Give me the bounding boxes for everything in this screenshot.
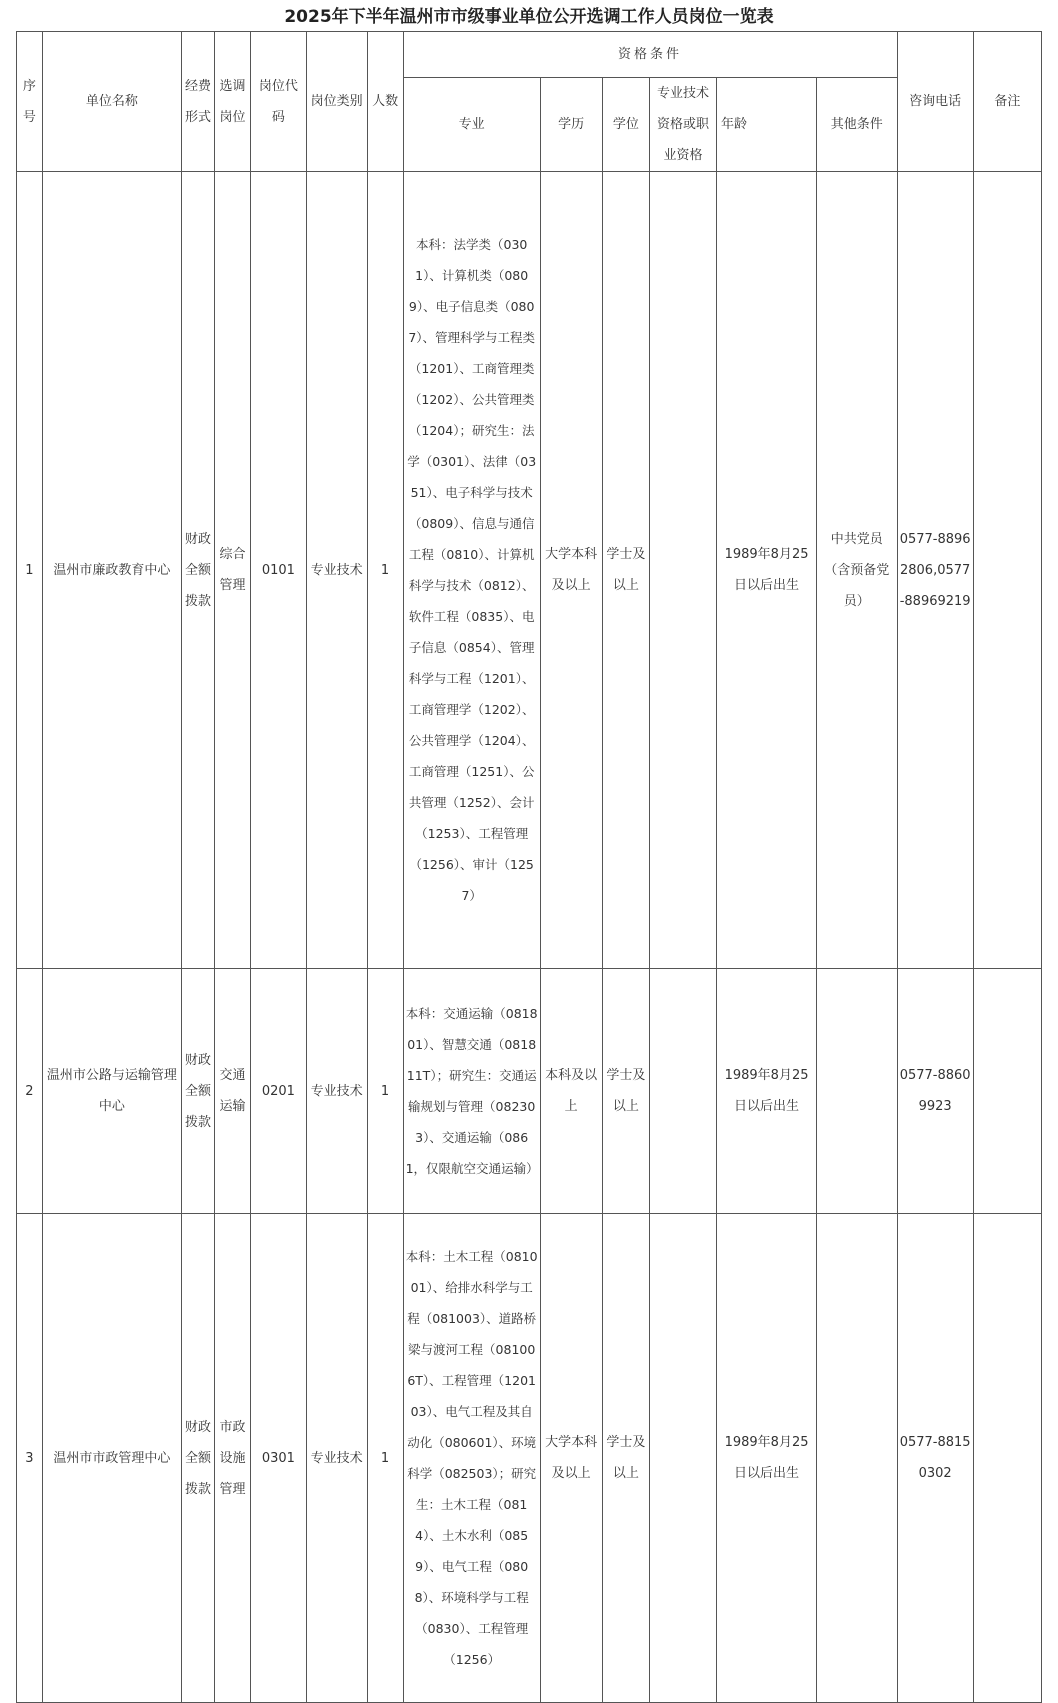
cell-headcount: 1 [367, 172, 403, 969]
page-title: 2025年下半年温州市市级事业单位公开选调工作人员岗位一览表 [284, 7, 774, 27]
cell-position-category: 专业技术 [306, 172, 367, 969]
cell-phone: 0577-88150302 [897, 1214, 973, 1703]
cell-remarks [973, 1214, 1041, 1703]
cell-education: 大学本科及以上 [540, 1214, 602, 1703]
cell-position-category: 专业技术 [306, 1214, 367, 1703]
header-degree: 学位 [602, 78, 649, 172]
cell-position-code: 0301 [251, 1214, 307, 1703]
cell-index: 3 [17, 1214, 43, 1703]
cell-professional-qualification [650, 172, 717, 969]
cell-headcount: 1 [367, 969, 403, 1214]
cell-age: 1989年8月25日以后出生 [717, 969, 817, 1214]
cell-index: 1 [17, 172, 43, 969]
header-unit-name: 单位名称 [42, 32, 181, 172]
header-index: 序号 [17, 32, 43, 172]
table-row [17, 1214, 1042, 1703]
header-professional-qualification: 专业技术资格或职业资格 [650, 78, 717, 172]
cell-major: 本科：交通运输（081801）、智慧交通（081811T）；研究生：交通运输规划与管理（082303）、交通运输（0861，仅限航空交通运输） [403, 969, 540, 1214]
header-phone: 咨询电话 [897, 32, 973, 172]
cell-headcount: 1 [367, 1214, 403, 1703]
header-row-top [17, 32, 1042, 78]
cell-funding-type: 财政全额拨款 [181, 1214, 214, 1703]
cell-position: 交通运输 [214, 969, 250, 1214]
cell-phone: 0577-88609923 [897, 969, 973, 1214]
cell-degree: 学士及以上 [602, 1214, 649, 1703]
cell-degree: 学士及以上 [602, 969, 649, 1214]
cell-other-conditions [817, 1214, 897, 1703]
cell-position: 市政设施管理 [214, 1214, 250, 1703]
cell-major: 本科：土木工程（081001）、给排水科学与工程（081003）、道路桥梁与渡河工程（081006T）、工程管理（120103）、电气工程及其自动化（080601）、环境科学（082503）；研究生：土木工程（0814）、土木水利（0859）、电气工程（0808）、环境科学与工程（0830）、工程管理（1256） [403, 1214, 540, 1703]
cell-other-conditions [817, 969, 897, 1214]
cell-position: 综合管理 [214, 172, 250, 969]
cell-remarks [973, 969, 1041, 1214]
cell-remarks [973, 172, 1041, 969]
cell-professional-qualification [650, 969, 717, 1214]
cell-education: 本科及以上 [540, 969, 602, 1214]
cell-phone: 0577-88962806,0577-88969219 [897, 172, 973, 969]
position-table [16, 31, 1042, 1703]
cell-age: 1989年8月25日以后出生 [717, 1214, 817, 1703]
cell-position-code: 0101 [251, 172, 307, 969]
header-headcount: 人数 [367, 32, 403, 172]
cell-degree: 学士及以上 [602, 172, 649, 969]
cell-age: 1989年8月25日以后出生 [717, 172, 817, 969]
cell-education: 大学本科及以上 [540, 172, 602, 969]
cell-index: 2 [17, 969, 43, 1214]
cell-position-category: 专业技术 [306, 969, 367, 1214]
header-education: 学历 [540, 78, 602, 172]
header-position-category: 岗位类别 [306, 32, 367, 172]
cell-position-code: 0201 [251, 969, 307, 1214]
cell-professional-qualification [650, 1214, 717, 1703]
cell-unit-name: 温州市公路与运输管理中心 [42, 969, 181, 1214]
cell-funding-type: 财政全额拨款 [181, 172, 214, 969]
header-position-code: 岗位代码 [251, 32, 307, 172]
cell-major: 本科：法学类（0301）、计算机类（0809）、电子信息类（0807）、管理科学与工程类（1201）、工商管理类（1202）、公共管理类（1204）；研究生：法学（0301）、法律（0351）、电子科学与技术（0809）、信息与通信工程（0810）、计算机科学与技术（0812）、软件工程（0835）、电子信息（0854）、管理科学与工程（1201）、工商管理学（1202）、公共管理学（1204）、工商管理（1251）、公共管理（1252）、会计（1253）、工程管理（1256）、审计（1257） [403, 172, 540, 969]
cell-other-conditions: 中共党员（含预备党员） [817, 172, 897, 969]
header-qualifications: 资格条件 [403, 32, 897, 78]
header-position: 选调岗位 [214, 32, 250, 172]
cell-funding-type: 财政全额拨款 [181, 969, 214, 1214]
header-age: 年龄 [717, 78, 817, 172]
table-row [17, 172, 1042, 969]
header-remarks: 备注 [973, 32, 1041, 172]
table-row [17, 969, 1042, 1214]
header-major: 专业 [403, 78, 540, 172]
cell-unit-name: 温州市廉政教育中心 [42, 172, 181, 969]
cell-unit-name: 温州市市政管理中心 [42, 1214, 181, 1703]
header-other-conditions: 其他条件 [817, 78, 897, 172]
header-funding-type: 经费形式 [181, 32, 214, 172]
